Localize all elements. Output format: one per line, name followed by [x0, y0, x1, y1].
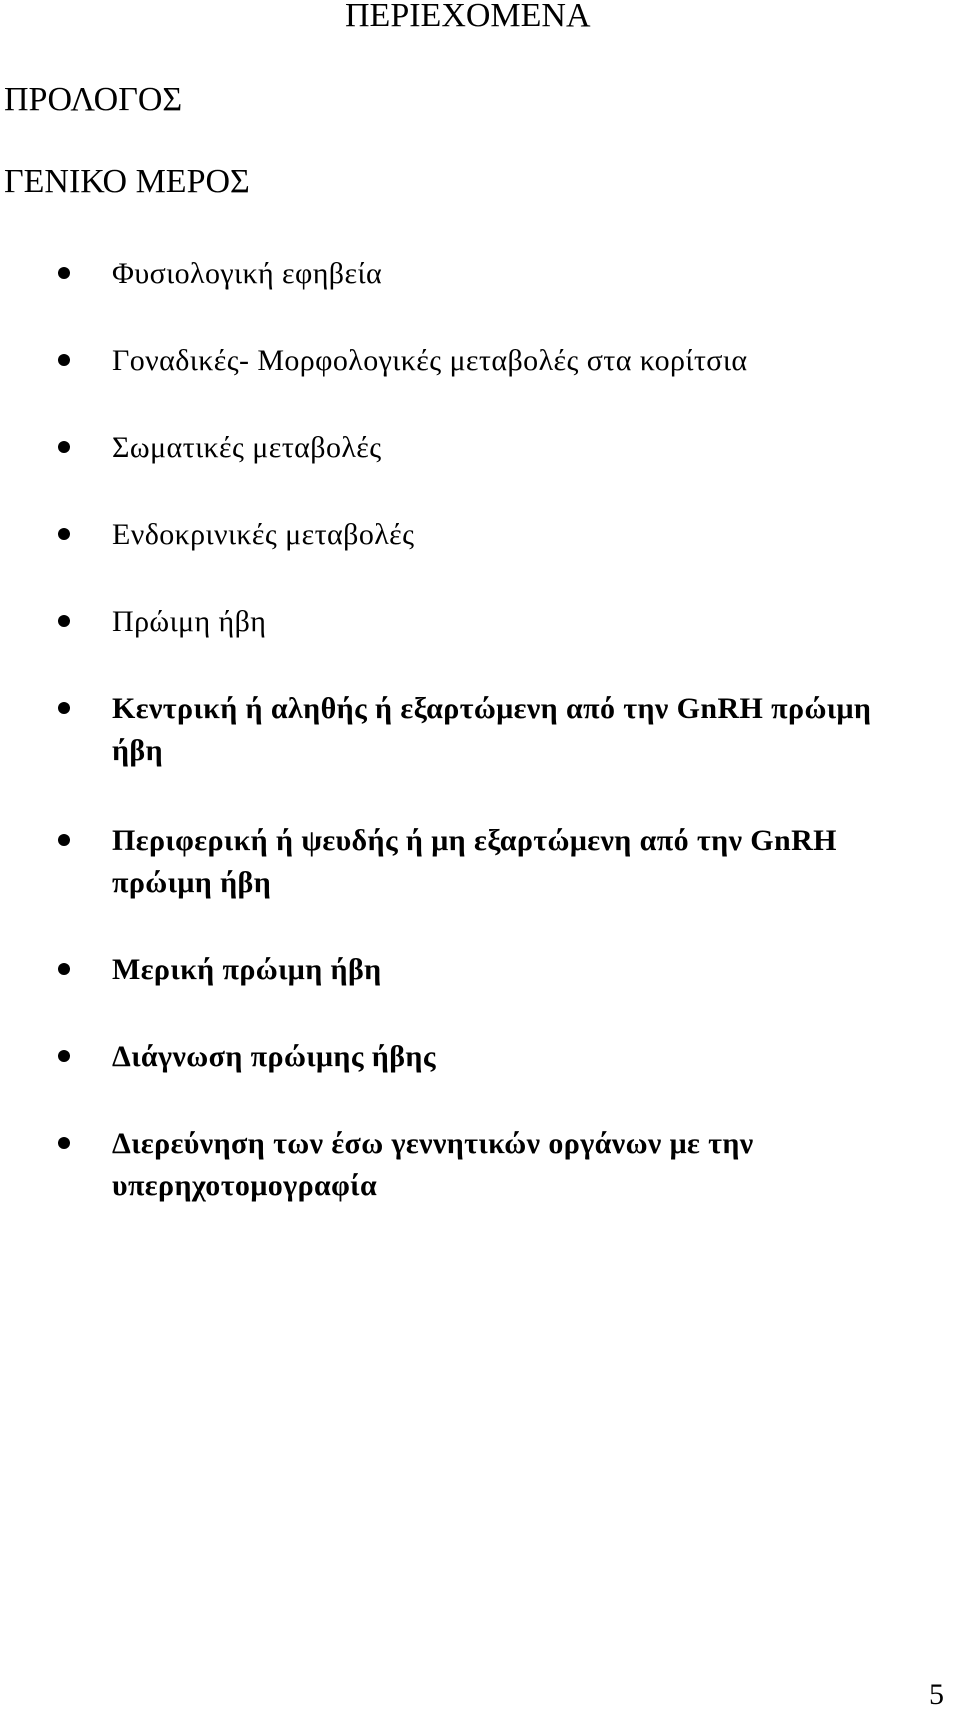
toc-item-label: Φυσιολογική εφηβεία: [112, 257, 383, 290]
bullet-icon: [58, 1137, 70, 1149]
toc-item-label: Ενδοκρινικές μεταβολές: [112, 518, 415, 551]
bullet-icon: [58, 441, 70, 453]
bullet-icon: [58, 528, 70, 540]
section-heading-prologue: ΠΡΟΛΟΓΟΣ: [4, 81, 183, 118]
bullet-icon: [58, 354, 70, 366]
page-number: 5: [929, 1678, 944, 1711]
bullet-icon: [58, 615, 70, 627]
toc-item-label: Κεντρική ή αληθής ή εξαρτώμενη από την GnRH πρώιμη ήβη: [112, 692, 872, 767]
toc-item-label: Περιφερική ή ψευδής ή μη εξαρτώμενη από την GnRH πρώιμη ήβη: [112, 824, 837, 899]
bullet-icon: [58, 1050, 70, 1062]
section-heading-general: ΓΕΝΙΚΟ ΜΕΡΟΣ: [4, 163, 250, 200]
toc-item-label: Διερεύνηση των έσω γεννητικών οργάνων με την υπερηχοτομογραφία: [112, 1127, 754, 1202]
bullet-icon: [58, 963, 70, 975]
toc-item-label: Διάγνωση πρώιμης ήβης: [112, 1040, 436, 1073]
bullet-icon: [58, 267, 70, 279]
toc-item-label: Πρώιμη ήβη: [112, 605, 267, 638]
page-title: ΠΕΡΙΕΧΟΜΕΝΑ: [345, 0, 591, 34]
toc-item-label: Γοναδικές- Μορφολογικές μεταβολές στα κορίτσια: [112, 344, 748, 377]
toc-item-label: Μερική πρώιμη ήβη: [112, 953, 382, 986]
bullet-icon: [58, 702, 70, 714]
toc-item-label: Σωματικές μεταβολές: [112, 431, 382, 464]
bullet-icon: [58, 834, 70, 846]
